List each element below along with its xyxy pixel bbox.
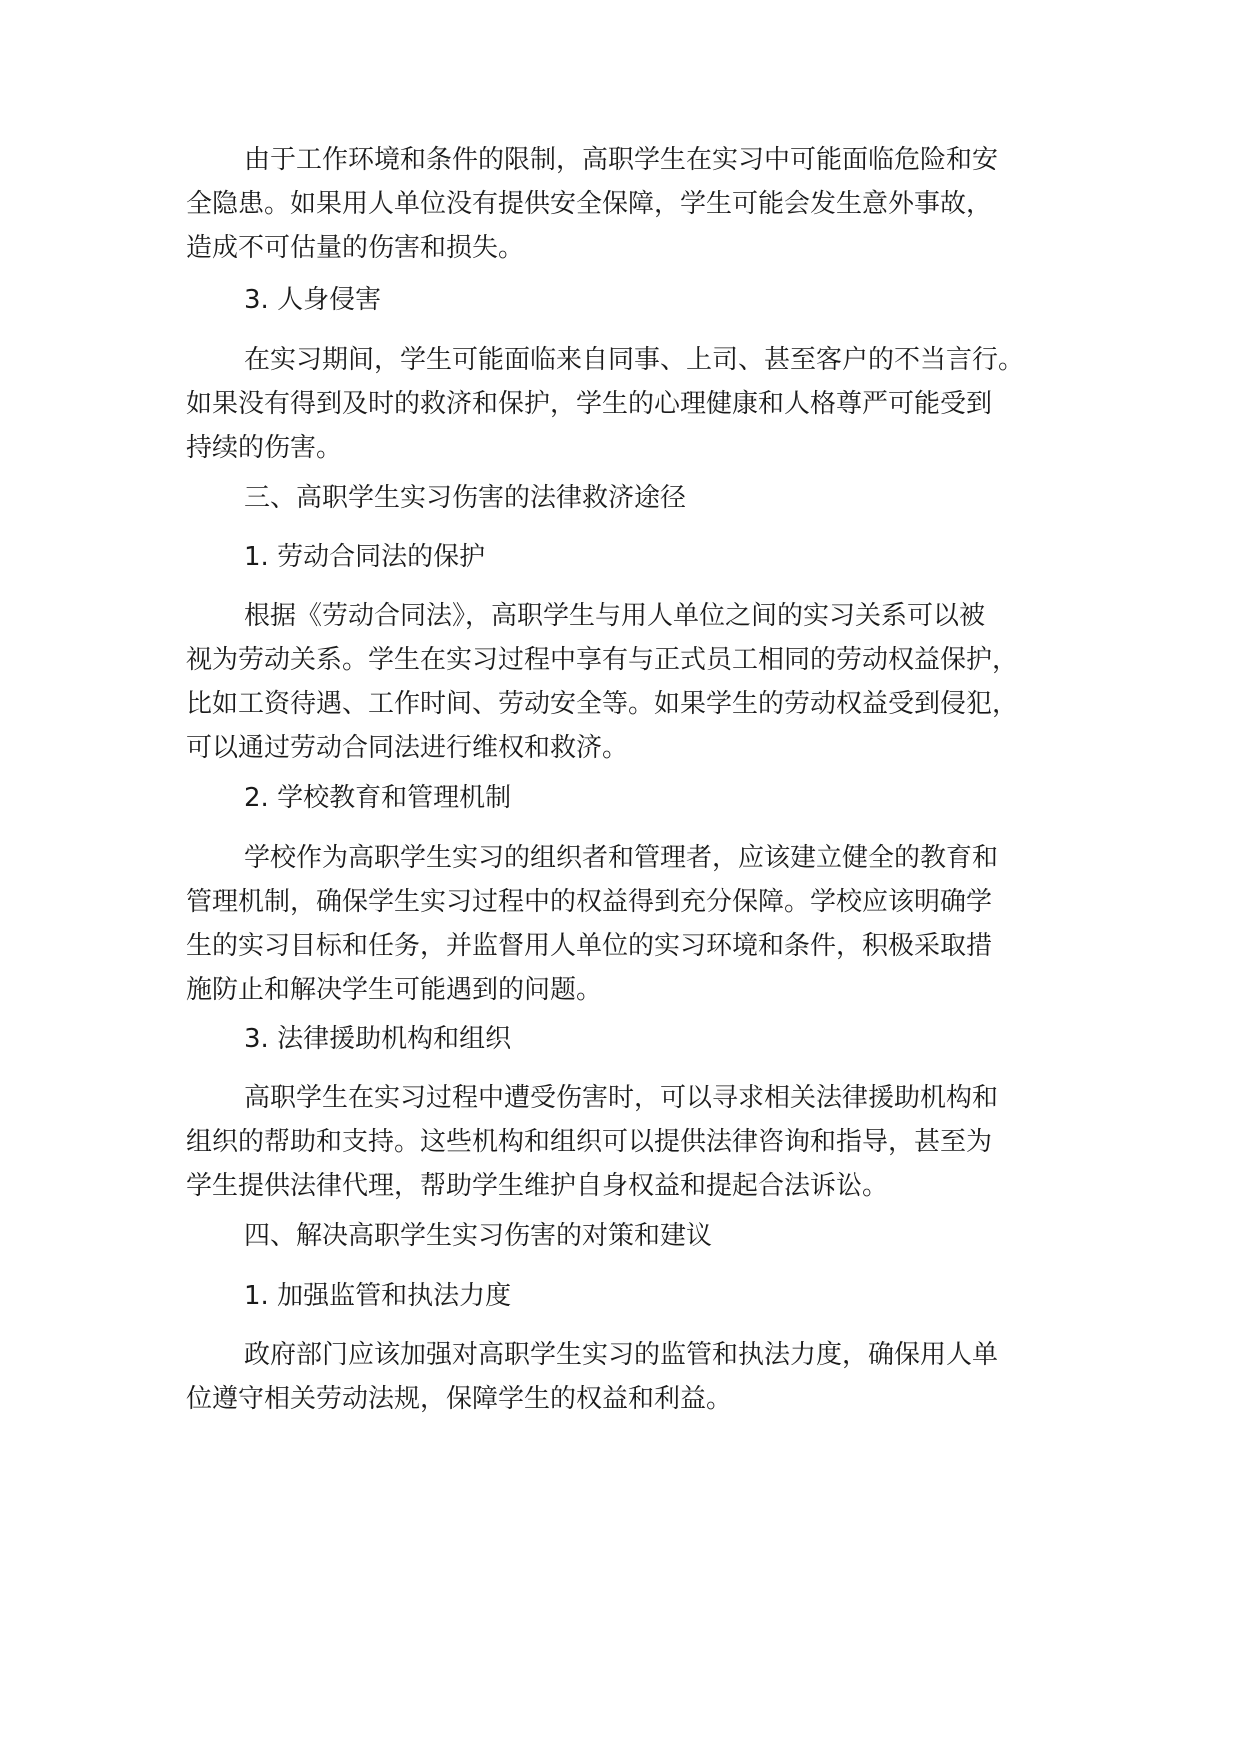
subsection-heading-school-mechanism xyxy=(186,776,1086,820)
heading-text: 1. 加强监管和执法力度 xyxy=(244,1281,512,1311)
text-line: 在实习期间，学生可能面临来自同事、上司、甚至客户的不当言行。 xyxy=(244,345,1025,375)
heading-text: 3. 法律援助机构和组织 xyxy=(244,1024,512,1054)
text-line: 视为劳动关系。学生在实习过程中享有与正式员工相同的劳动权益保护， xyxy=(186,645,1019,675)
paragraph-supervision xyxy=(186,1333,1086,1421)
subsection-heading-labor-contract-law xyxy=(186,535,1086,579)
subsection-heading-legal-aid xyxy=(186,1017,1086,1061)
paragraph-safety-risk xyxy=(186,138,1086,270)
heading-text: 1. 劳动合同法的保护 xyxy=(244,542,486,572)
text-line: 持续的伤害。 xyxy=(186,433,343,463)
text-line: 学校作为高职学生实习的组织者和管理者，应该建立健全的教育和 xyxy=(244,843,999,873)
text-line: 生的实习目标和任务，并监督用人单位的实习环境和条件，积极采取措 xyxy=(186,931,993,961)
text-line: 组织的帮助和支持。这些机构和组织可以提供法律咨询和指导，甚至为 xyxy=(186,1127,993,1157)
text-line: 比如工资待遇、工作时间、劳动安全等。如果学生的劳动权益受到侵犯， xyxy=(186,689,1019,719)
text-line: 根据《劳动合同法》，高职学生与用人单位之间的实习关系可以被 xyxy=(244,601,986,631)
text-line: 全隐患。如果用人单位没有提供安全保障，学生可能会发生意外事故， xyxy=(186,189,993,219)
text-line: 可以通过劳动合同法进行维权和救济。 xyxy=(186,733,629,763)
text-line: 由于工作环境和条件的限制，高职学生在实习中可能面临危险和安 xyxy=(244,145,999,175)
heading-text: 三、高职学生实习伤害的法律救济途径 xyxy=(244,483,687,513)
text-line: 学生提供法律代理，帮助学生维护自身权益和提起合法诉讼。 xyxy=(186,1171,889,1201)
subsection-heading-supervision xyxy=(186,1274,1086,1318)
section-heading-legal-remedies xyxy=(186,476,1086,520)
text-line: 管理机制，确保学生实习过程中的权益得到充分保障。学校应该明确学 xyxy=(186,887,993,917)
text-line: 施防止和解决学生可能遇到的问题。 xyxy=(186,975,603,1005)
section-heading-countermeasures xyxy=(186,1214,1086,1258)
heading-text: 2. 学校教育和管理机制 xyxy=(244,783,512,813)
paragraph-labor-contract-law xyxy=(186,594,1086,770)
paragraph-school-mechanism xyxy=(186,836,1086,1012)
paragraph-legal-aid xyxy=(186,1076,1086,1208)
text-line: 造成不可估量的伤害和损失。 xyxy=(186,233,525,263)
text-line: 位遵守相关劳动法规，保障学生的权益和利益。 xyxy=(186,1384,733,1414)
section-heading-personal-infringement xyxy=(186,278,1086,322)
paragraph-personal-infringement xyxy=(186,338,1086,470)
text-line: 政府部门应该加强对高职学生实习的监管和执法力度，确保用人单 xyxy=(244,1340,999,1370)
text-line: 高职学生在实习过程中遭受伤害时，可以寻求相关法律援助机构和 xyxy=(244,1083,999,1113)
heading-text: 3. 人身侵害 xyxy=(244,285,382,315)
heading-text: 四、解决高职学生实习伤害的对策和建议 xyxy=(244,1221,713,1251)
text-line: 如果没有得到及时的救济和保护，学生的心理健康和人格尊严可能受到 xyxy=(186,389,993,419)
